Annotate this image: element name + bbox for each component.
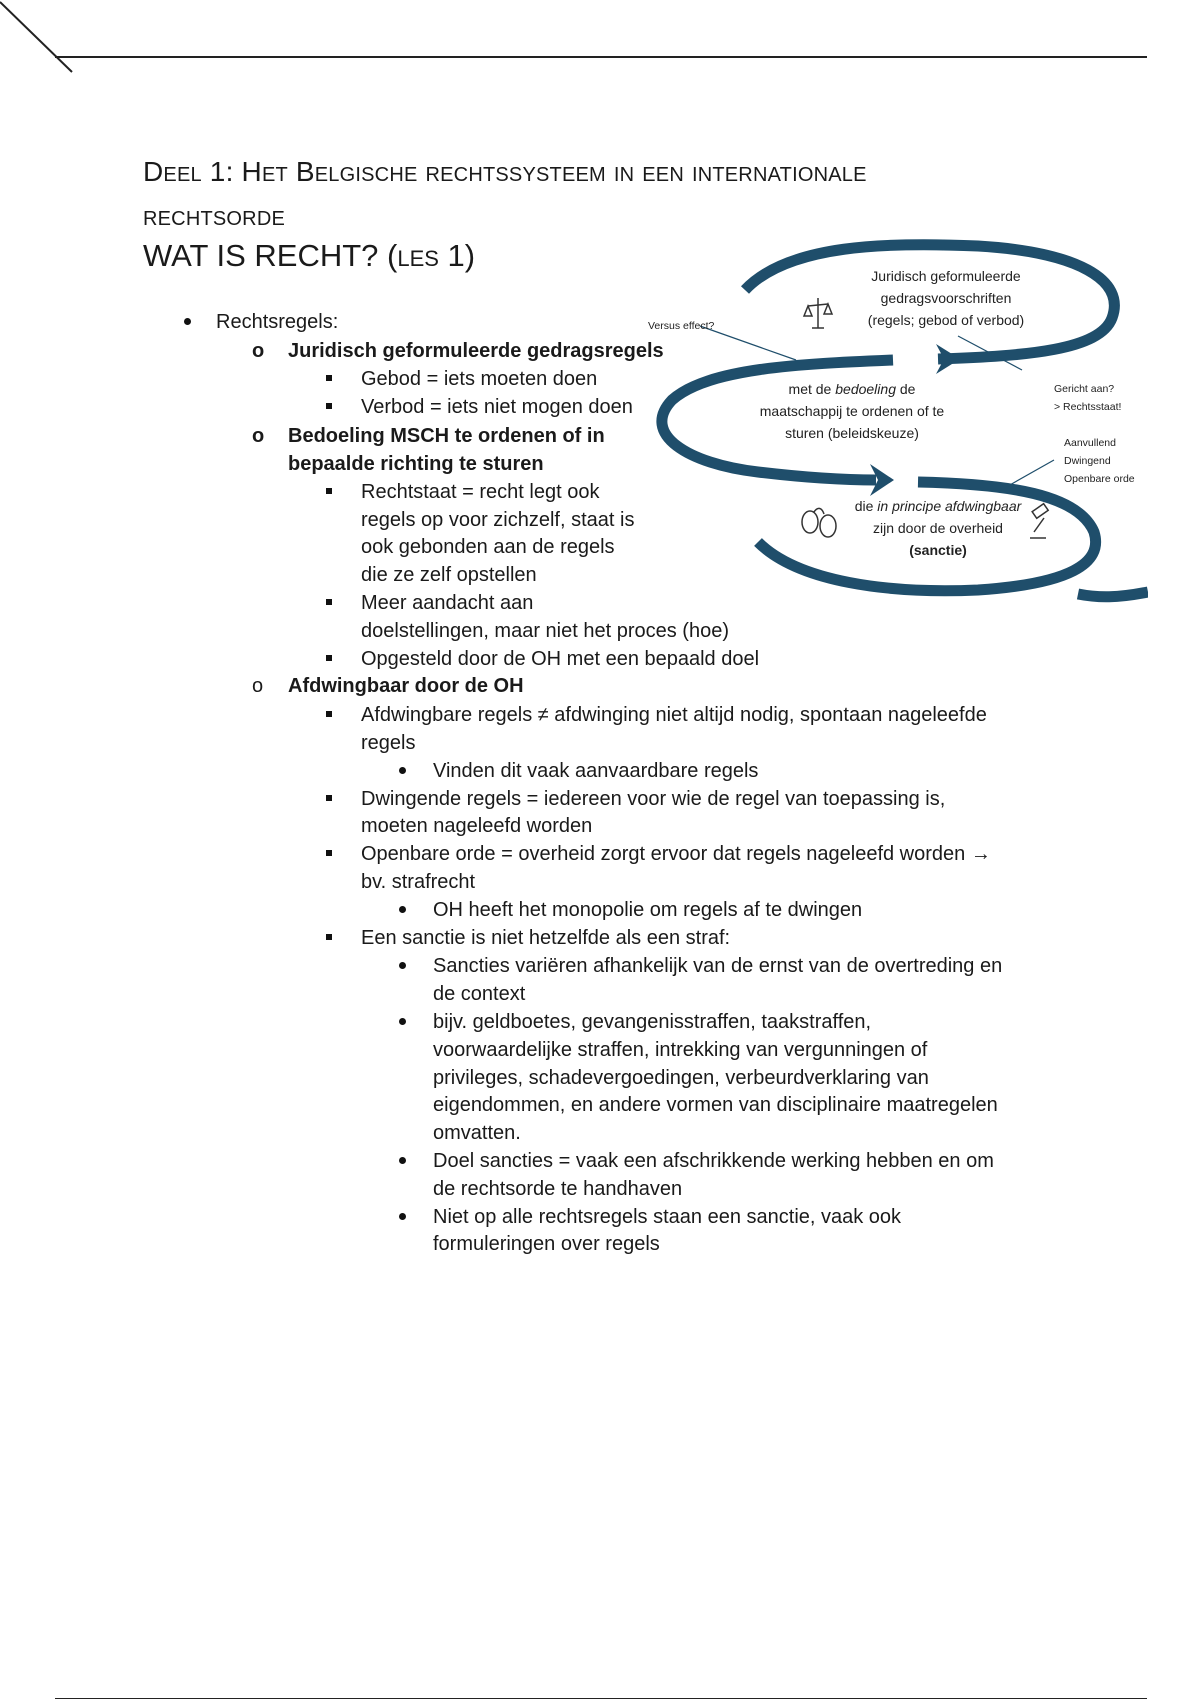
lesson-heading (143, 236, 475, 276)
list-item-rechtstaat-cont: ook gebonden aan de regels (361, 536, 615, 558)
diagram-top-line-3: (regels; gebod of verbod) (867, 312, 1025, 328)
bullet-square (326, 711, 332, 717)
footer-rule (55, 1698, 1147, 1699)
lesson-title: WAT IS RECHT? (143, 238, 379, 273)
diagram-rechtsstaat-label: > Rechtsstaat! (1054, 401, 1122, 413)
connector-versus (700, 326, 796, 360)
list-item-aandacht-cont: doelstellingen, maar niet het proces (hoe) (361, 620, 729, 642)
bullet-dot (399, 1018, 406, 1025)
bullet-square (326, 375, 332, 381)
diagram-top-line-1: Juridisch geformuleerde (871, 268, 1021, 284)
bullet-square (326, 403, 332, 409)
bullet-dot (184, 318, 191, 325)
list-item-afdwingbare-regels-cont: regels (361, 732, 416, 754)
diagram-openbare-label: Openbare orde (1064, 473, 1135, 485)
list-item-varieren: Sancties variëren afhankelijk van de ernst van de overtreding en (433, 955, 1003, 977)
lesson-suffix: (les 1) (387, 238, 476, 273)
list-item-rechtstaat-cont: regels op voor zichzelf, staat is (361, 509, 635, 531)
bullet-dot (399, 1213, 406, 1220)
list-item-vinden: Vinden dit vaak aanvaardbare regels (433, 760, 759, 782)
list-item-rechtsregels: Rechtsregels: (216, 311, 339, 333)
list-item-gebod: Gebod = iets moeten doen (361, 368, 598, 390)
list-item-bijv-cont: omvatten. (433, 1122, 521, 1144)
diagram-top-line-2: gedragsvoorschriften (880, 290, 1012, 306)
list-item-sanctie: Een sanctie is niet hetzelfde als een straf: (361, 927, 731, 949)
list-item-niet-cont: formuleringen over regels (433, 1233, 660, 1255)
diagram-mid-line-2: maatschappij te ordenen of te (759, 403, 945, 419)
recht-diagram-svg (648, 232, 1148, 604)
bullet-square (326, 599, 332, 605)
bullet-square (326, 795, 332, 801)
bullet-dot (399, 767, 406, 774)
list-item-varieren-cont: de context (433, 983, 526, 1005)
list-item-rechtstaat-cont: die ze zelf opstellen (361, 564, 537, 586)
list-item-monopolie: OH heeft het monopolie om regels af te dwingen (433, 899, 863, 921)
flow-band-middle (662, 360, 893, 480)
header-rule (55, 56, 1147, 58)
part-heading: Deel 1: Het Belgische rechtssysteem in een internationale rechtsorde (143, 156, 867, 231)
list-item-bedoeling-cont: bepaalde richting te sturen (288, 453, 544, 475)
diagram-bot-line-1: die in principe afdwingbaar (854, 498, 1022, 514)
diagram-bot-line-3: (sanctie) (909, 542, 967, 558)
list-item-afdwingbare-regels: Afdwingbare regels ≠ afdwinging niet altijd nodig, spontaan nageleefde (361, 704, 987, 726)
diagram-versus-label: Versus effect? (648, 320, 715, 332)
list-item-bijv-cont: eigendommen, en andere vormen van disciplinaire maatregelen (433, 1094, 998, 1116)
diagram-mid-line-1: met de bedoeling de (788, 381, 916, 397)
handcuffs-icon (802, 508, 836, 537)
bullet-o: o (252, 425, 265, 447)
list-item-bedoeling: Bedoeling MSCH te ordenen of in (288, 425, 605, 447)
list-item-openbare-orde: Openbare orde = overheid zorgt ervoor dat regels nageleefd worden → (361, 843, 991, 865)
bullet-square (326, 934, 332, 940)
list-item-opgesteld: Opgesteld door de OH met een bepaald doel (361, 648, 760, 670)
list-item-doel: Doel sancties = vaak een afschrikkende werking hebben en om (433, 1150, 994, 1172)
connector-aanvullend (1008, 460, 1054, 486)
list-item-doel-cont: de rechtsorde te handhaven (433, 1178, 683, 1200)
scales-icon (804, 298, 832, 328)
header-corner-line (0, 0, 80, 80)
list-item-aandacht: Meer aandacht aan (361, 592, 534, 614)
list-item-bijv-cont: privileges, schadevergoedingen, verbeurdverklaring van (433, 1067, 929, 1089)
list-item-niet: Niet op alle rechtsregels staan een sanctie, vaak ook (433, 1206, 902, 1228)
list-item-dwingende-cont: moeten nageleefd worden (361, 815, 593, 837)
diagram-gericht-label: Gericht aan? (1054, 383, 1115, 395)
diagram-bot-line-2: zijn door de overheid (873, 520, 1003, 536)
bullet-dot (399, 906, 406, 913)
list-item-rechtstaat: Rechtstaat = recht legt ook (361, 481, 600, 503)
list-item-afdwingbaar: Afdwingbaar door de OH (288, 675, 524, 697)
diagram-dwingend-label: Dwingend (1064, 455, 1111, 467)
bullet-dot (399, 962, 406, 969)
recht-diagram (648, 232, 1148, 604)
bullet-square (326, 850, 332, 856)
flow-band-tail (1078, 592, 1148, 597)
bullet-o: o (252, 675, 264, 697)
gavel-icon (1030, 504, 1048, 538)
bullet-square (326, 655, 332, 661)
list-item-openbare-orde-cont: bv. strafrecht (361, 871, 476, 893)
diagram-mid-line-3: sturen (beleidskeuze) (785, 425, 919, 441)
list-item-juridisch: Juridisch geformuleerde gedragsregels (288, 340, 664, 362)
bullet-o: o (252, 340, 265, 362)
list-item-dwingende: Dwingende regels = iedereen voor wie de regel van toepassing is, (361, 788, 946, 810)
bullet-square (326, 488, 332, 494)
diagram-aanvullend-label: Aanvullend (1064, 437, 1116, 449)
list-item-bijv-cont: voorwaardelijke straffen, intrekking van vergunningen of (433, 1039, 928, 1061)
list-item-bijv: bijv. geldboetes, gevangenisstraffen, taakstraffen, (433, 1011, 872, 1033)
bullet-dot (399, 1157, 406, 1164)
list-item-verbod: Verbod = iets niet mogen doen (361, 396, 633, 418)
